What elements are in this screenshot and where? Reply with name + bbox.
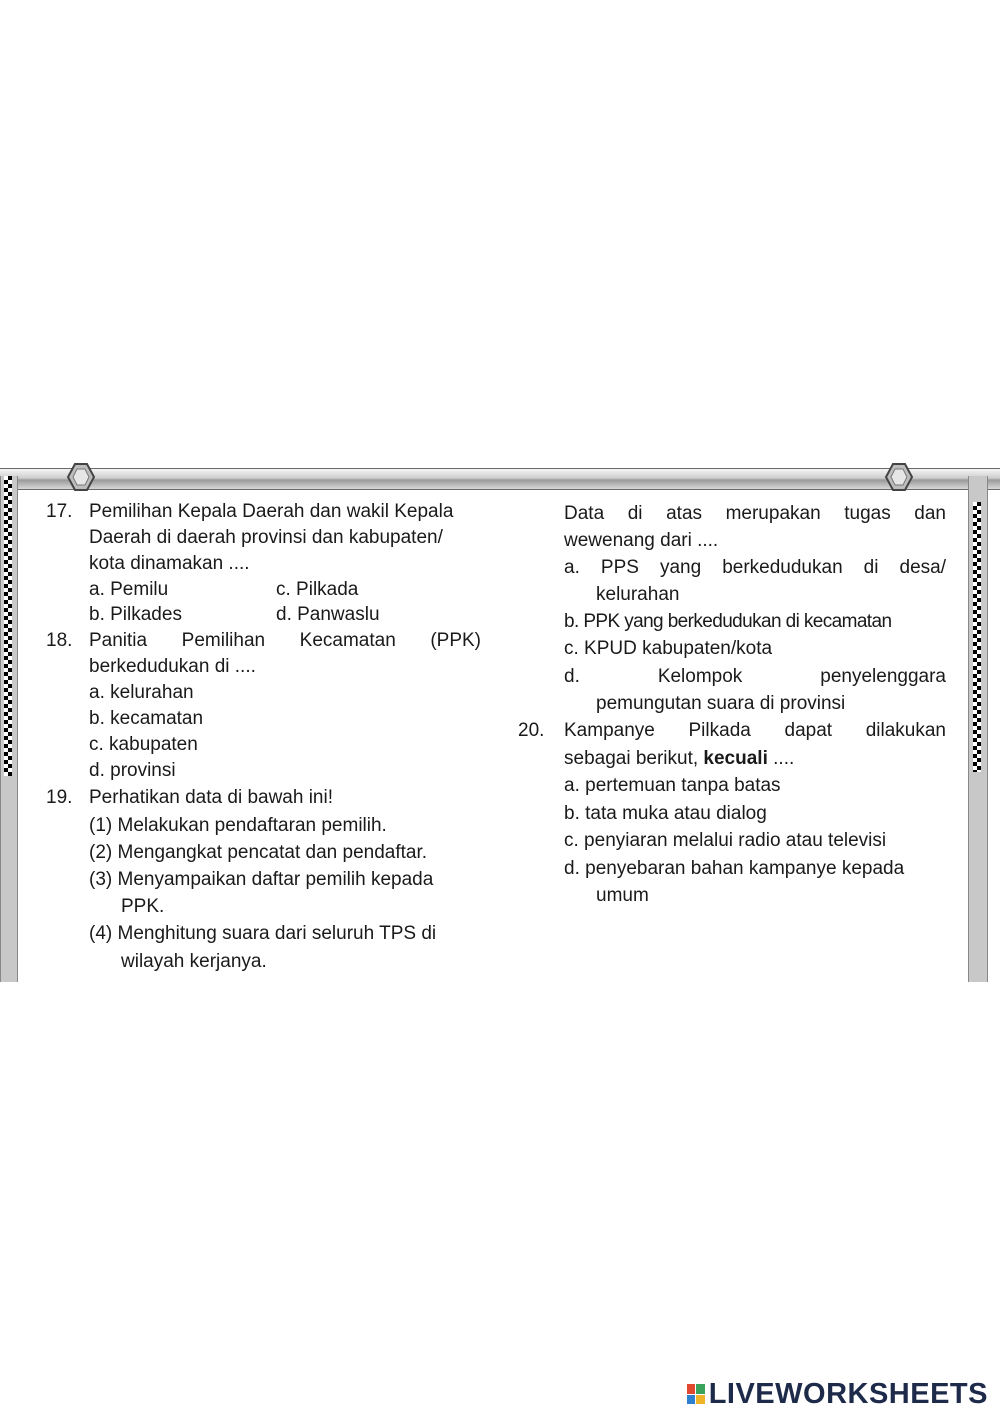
data-item-3: (3) Menyampaikan daftar pemilih kepada bbox=[89, 869, 434, 890]
option-d: d. Kelompok penyelenggara bbox=[564, 666, 946, 687]
option-a: a. PPS yang berkedudukan di desa/ bbox=[564, 557, 946, 578]
option-c: c. penyiaran melalui radio atau televisi bbox=[564, 830, 887, 851]
option-d: d. penyebaran bahan kampanye kepada bbox=[564, 858, 905, 879]
question-text: Data di atas merupakan tugas dan bbox=[564, 503, 946, 524]
bolt-icon bbox=[66, 462, 96, 492]
question-text: wewenang dari .... bbox=[564, 530, 719, 551]
option-a: kelurahan bbox=[596, 584, 680, 605]
frame-right-checker bbox=[973, 502, 981, 772]
question-text-part: sebagai berikut, bbox=[564, 748, 704, 769]
question-text: Panitia Pemilihan Kecamatan (PPK) bbox=[89, 630, 481, 651]
question-text: Kampanye Pilkada dapat dilakukan bbox=[564, 720, 946, 741]
question-text: Perhatikan data di bawah ini! bbox=[89, 787, 333, 808]
bolt-icon bbox=[884, 462, 914, 492]
data-item-4: wilayah kerjanya. bbox=[121, 951, 267, 972]
question-number: 20. bbox=[518, 720, 545, 741]
logo-text: LIVEWORKSHEETS bbox=[708, 1377, 988, 1410]
option-a: a. kelurahan bbox=[89, 682, 194, 703]
logo-mark-icon bbox=[687, 1384, 705, 1404]
data-item-1: (1) Melakukan pendaftaran pemilih. bbox=[89, 815, 387, 836]
option-a: a. pertemuan tanpa batas bbox=[564, 775, 781, 796]
question-text: Pemilihan Kepala Daerah dan wakil Kepala bbox=[89, 501, 454, 522]
data-item-3: PPK. bbox=[121, 896, 165, 917]
question-number: 17. bbox=[46, 501, 73, 522]
question-number: 18. bbox=[46, 630, 73, 651]
option-c: c. KPUD kabupaten/kota bbox=[564, 638, 773, 659]
question-text-part: .... bbox=[767, 748, 795, 769]
question-text bbox=[564, 746, 794, 772]
frame-top-bar bbox=[0, 468, 1000, 490]
question-text: Daerah di daerah provinsi dan kabupaten/ bbox=[89, 527, 443, 548]
data-item-4: (4) Menghitung suara dari seluruh TPS di bbox=[89, 923, 437, 944]
option-b: b. tata muka atau dialog bbox=[564, 803, 767, 824]
option-d: umum bbox=[596, 885, 649, 906]
option-d: d. provinsi bbox=[89, 760, 176, 781]
option-a: a. Pemilu bbox=[89, 579, 169, 600]
option-b: b. kecamatan bbox=[89, 708, 204, 729]
option-d: pemungutan suara di provinsi bbox=[596, 693, 846, 714]
frame-left-checker bbox=[4, 476, 12, 776]
option-b: b. PPK yang berkedudukan di kecamatan bbox=[564, 611, 892, 632]
question-text: kota dinamakan .... bbox=[89, 553, 250, 574]
question-text: berkedudukan di .... bbox=[89, 656, 256, 677]
option-c: c. Pilkada bbox=[276, 579, 359, 600]
option-b: b. Pilkades bbox=[89, 604, 182, 625]
option-c: c. kabupaten bbox=[89, 734, 198, 755]
option-d: d. Panwaslu bbox=[276, 604, 380, 625]
question-keyword: kecuali bbox=[703, 748, 768, 769]
liveworksheets-logo bbox=[687, 1378, 988, 1410]
question-number: 19. bbox=[46, 787, 73, 808]
data-item-2: (2) Mengangkat pencatat dan pendaftar. bbox=[89, 842, 428, 863]
